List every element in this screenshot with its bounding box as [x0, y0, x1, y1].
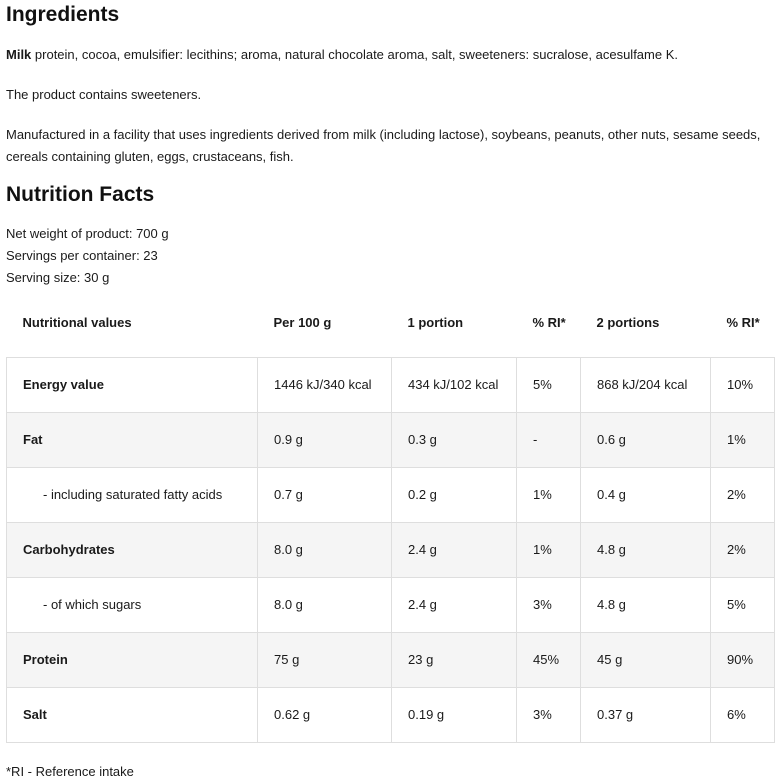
- nutrient-value: 45 g: [581, 632, 711, 687]
- column-header: Per 100 g: [273, 315, 332, 330]
- table-row: [7, 522, 775, 577]
- nutrient-value: 0.62 g: [258, 687, 392, 742]
- table-row: [7, 357, 775, 412]
- column-header: 2 portions: [596, 315, 660, 330]
- nutrient-value: 0.19 g: [392, 687, 517, 742]
- nutrient-value: 0.7 g: [258, 467, 392, 522]
- nutrient-name: Carbohydrates: [7, 522, 258, 577]
- nutrient-value: 1446 kJ/340 kcal: [258, 357, 392, 412]
- ingredients-heading: Ingredients: [6, 3, 120, 26]
- nutrition-table-header: [7, 305, 775, 357]
- allergen-facility-note: Manufactured in a facility that uses ingredients derived from milk (including lactose), soybeans, peanuts, other nuts, sesame seeds, cereals containing gluten, eggs, crustaceans, fish.: [6, 127, 761, 164]
- nutrient-value: 1%: [711, 412, 775, 467]
- table-row: [7, 632, 775, 687]
- nutrient-value: 1%: [517, 522, 581, 577]
- product-meta: [6, 223, 777, 289]
- table-row: [7, 412, 775, 467]
- net-weight: Net weight of product: 700 g: [6, 226, 169, 241]
- nutrient-value: 4.8 g: [581, 577, 711, 632]
- nutrient-name: Protein: [7, 632, 258, 687]
- column-header: % RI*: [532, 315, 566, 330]
- nutrient-value: 2.4 g: [392, 522, 517, 577]
- nutrient-value: -: [517, 412, 581, 467]
- nutrient-value: 0.4 g: [581, 467, 711, 522]
- nutrient-value: 8.0 g: [258, 522, 392, 577]
- nutrient-value: 868 kJ/204 kcal: [581, 357, 711, 412]
- nutrient-value: 45%: [517, 632, 581, 687]
- table-row: [7, 467, 775, 522]
- ingredients-bold-lead: Milk: [6, 47, 32, 62]
- nutrient-name: Energy value: [7, 357, 258, 412]
- nutrient-value: 6%: [711, 687, 775, 742]
- nutrient-name: Fat: [7, 412, 258, 467]
- nutrition-table: [6, 305, 775, 743]
- ri-footnote: *RI - Reference intake: [6, 763, 134, 779]
- nutrient-value: 5%: [517, 357, 581, 412]
- nutrient-value: 0.2 g: [392, 467, 517, 522]
- table-row: [7, 687, 775, 742]
- nutrient-value: 0.6 g: [581, 412, 711, 467]
- table-row: [7, 577, 775, 632]
- nutrient-value: 0.3 g: [392, 412, 517, 467]
- column-header: 1 portion: [407, 315, 464, 330]
- nutrient-value: 2.4 g: [392, 577, 517, 632]
- ingredients-list-text: protein, cocoa, emulsifier: lecithins; aroma, natural chocolate aroma, salt, sweeteners: sucralose, acesulfame K.: [31, 47, 678, 62]
- nutrient-value: 75 g: [258, 632, 392, 687]
- nutrient-name: - including saturated fatty acids: [7, 467, 258, 522]
- nutrient-value: 2%: [711, 467, 775, 522]
- column-header: Nutritional values: [22, 315, 132, 330]
- nutrient-value: 3%: [517, 577, 581, 632]
- sweeteners-note: The product contains sweeteners.: [6, 87, 202, 102]
- nutrient-name: - of which sugars: [7, 577, 258, 632]
- nutrient-value: 8.0 g: [258, 577, 392, 632]
- nutrient-name: Salt: [7, 687, 258, 742]
- nutrient-value: 4.8 g: [581, 522, 711, 577]
- nutrient-value: 0.9 g: [258, 412, 392, 467]
- nutrient-value: 434 kJ/102 kcal: [392, 357, 517, 412]
- nutrition-heading: Nutrition Facts: [6, 183, 155, 206]
- nutrition-table-body: [7, 357, 775, 742]
- nutrient-value: 0.37 g: [581, 687, 711, 742]
- nutrient-value: 1%: [517, 467, 581, 522]
- nutrient-value: 23 g: [392, 632, 517, 687]
- nutrient-value: 5%: [711, 577, 775, 632]
- column-header: % RI*: [726, 315, 760, 330]
- servings-per-container: Servings per container: 23: [6, 248, 158, 263]
- serving-size: Serving size: 30 g: [6, 270, 110, 285]
- nutrient-value: 90%: [711, 632, 775, 687]
- nutrient-value: 10%: [711, 357, 775, 412]
- ingredients-list: [6, 44, 777, 66]
- nutrient-value: 3%: [517, 687, 581, 742]
- nutrient-value: 2%: [711, 522, 775, 577]
